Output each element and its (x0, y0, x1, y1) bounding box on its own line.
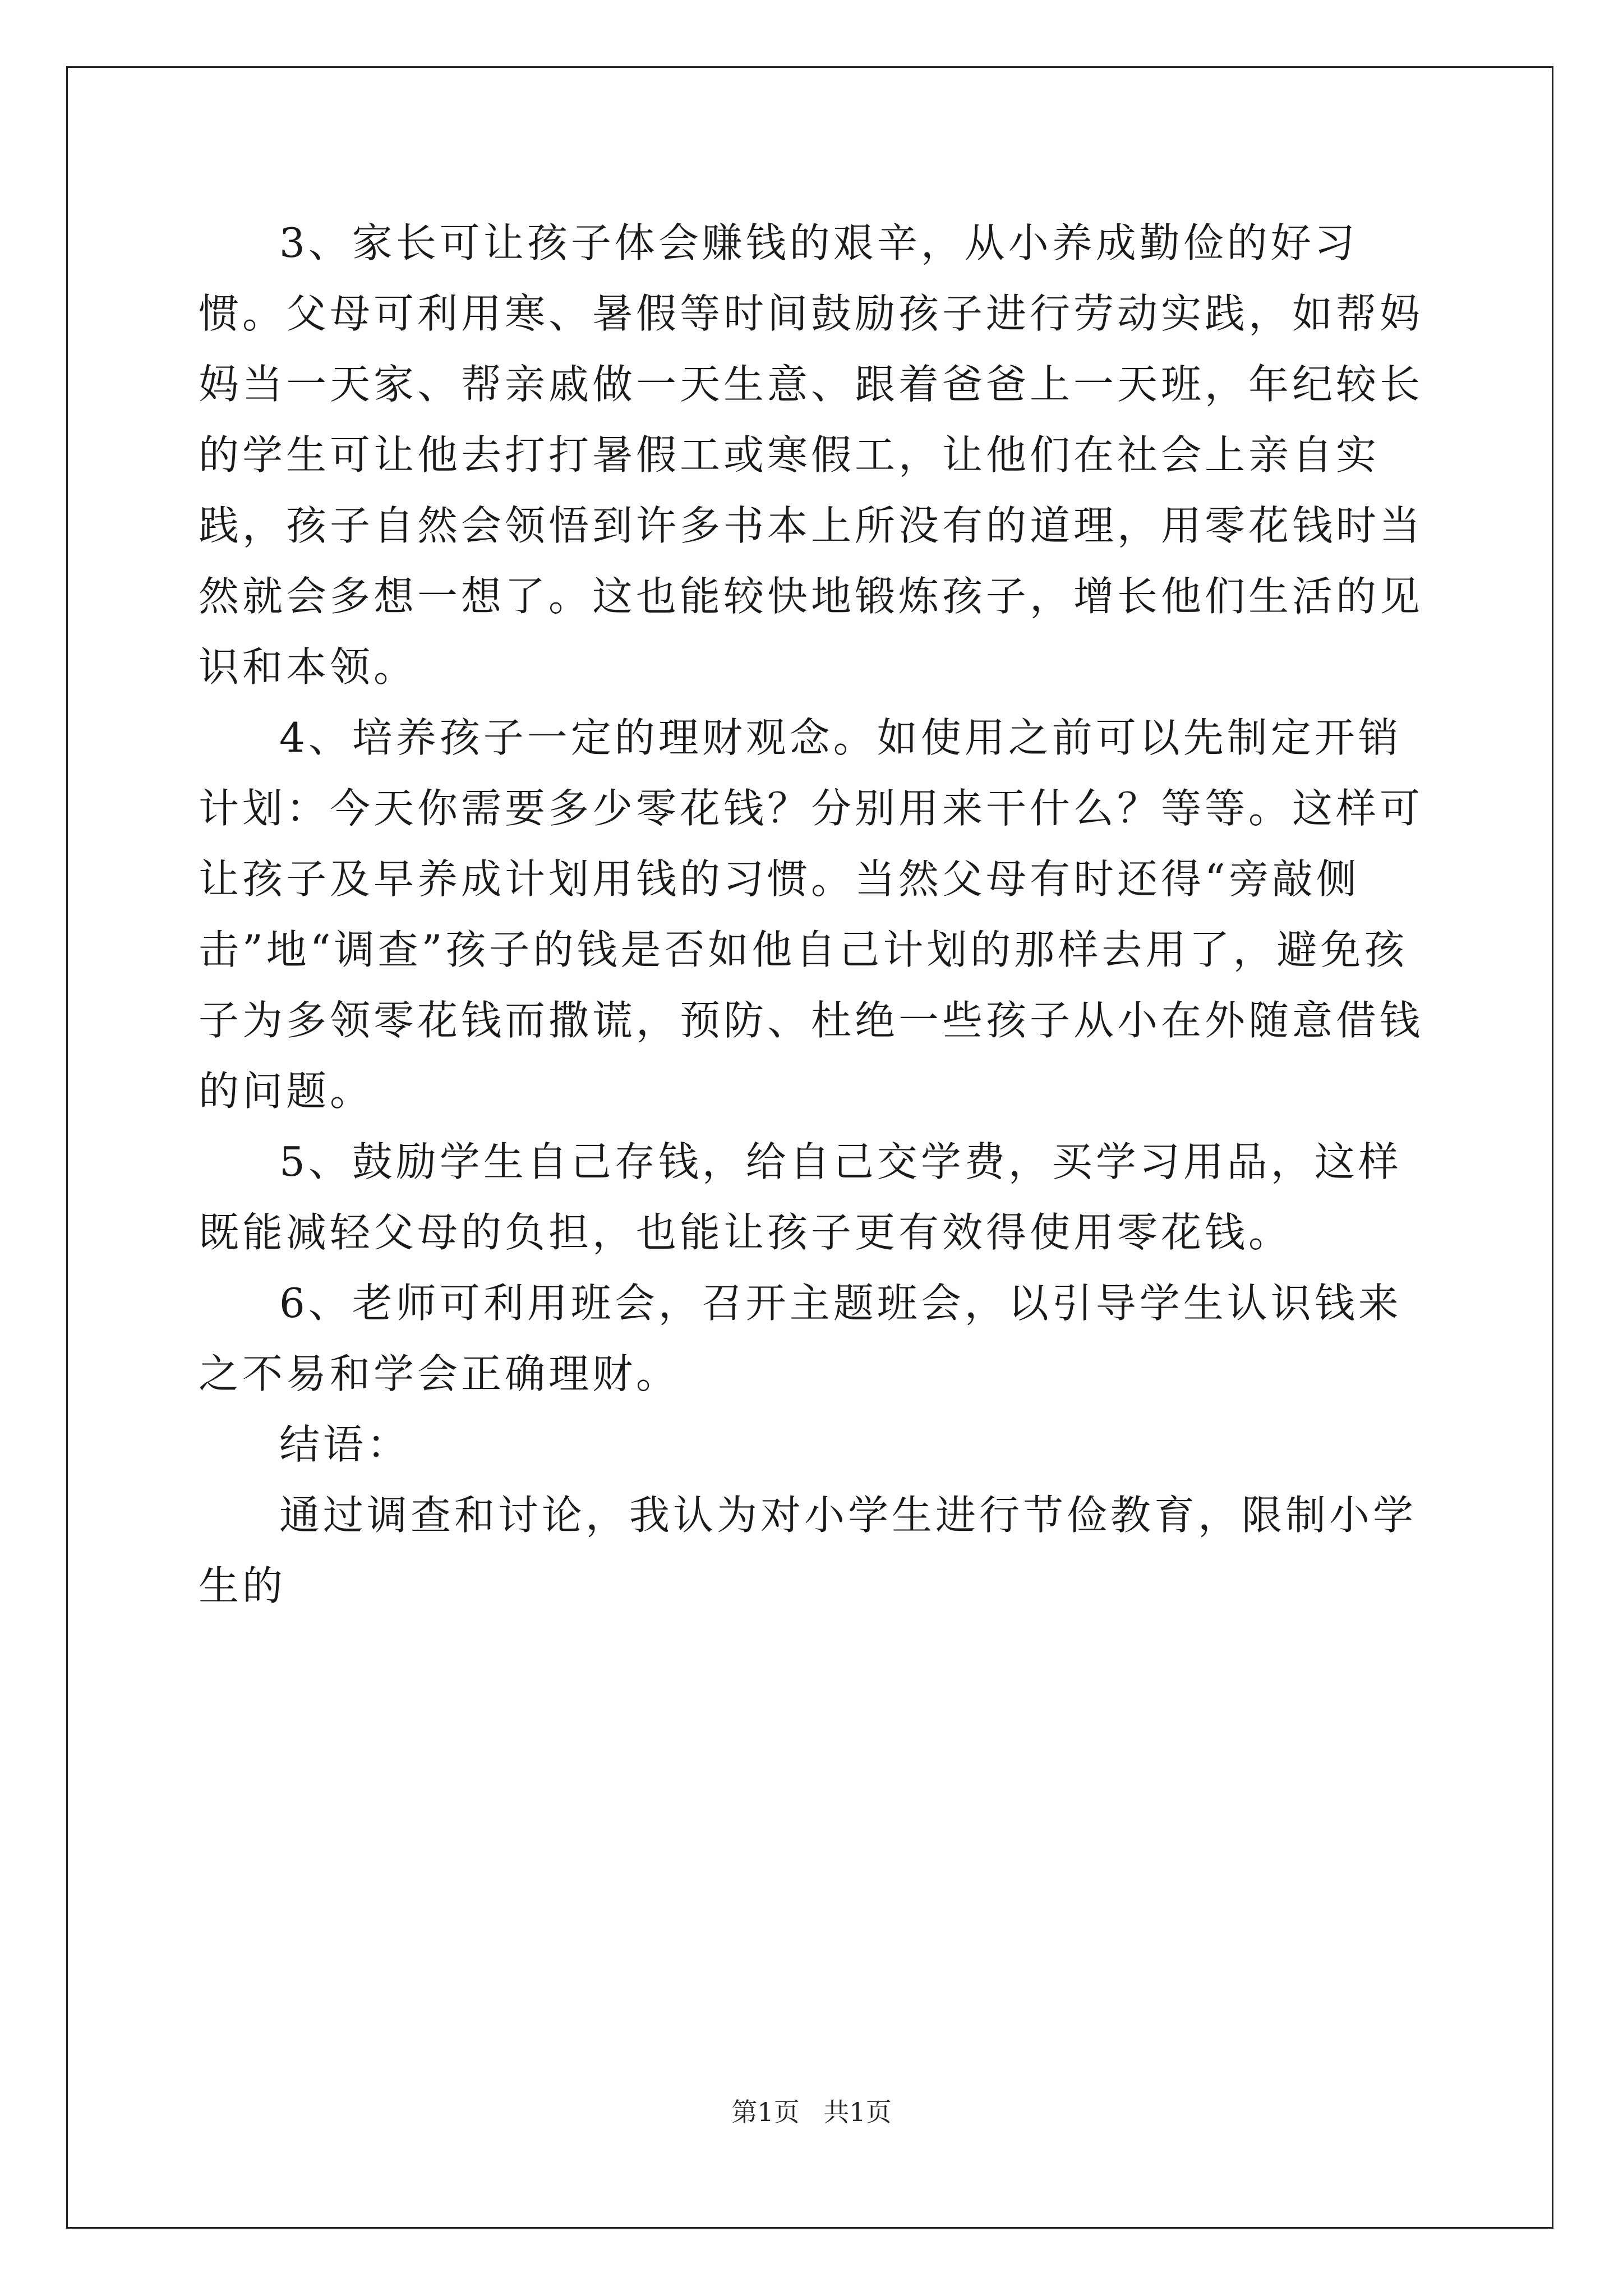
page-footer (0, 2095, 1623, 2129)
paragraph-4: 4、培养孩子一定的理财观念。如使用之前可以先制定开销计划：今天你需要多少零花钱？分别用来干什么？等等。这样可让孩子及早养成计划用钱的习惯。当然父母有时还得“旁敲侧击”地“调查”孩子的钱是否如他自己计划的那样去用了，避免孩子为多领零花钱而撒谎，预防、杜绝一些孩子从小在外随意借钱的问题。 (199, 714, 1424, 1115)
paragraph-6: 6、老师可利用班会，召开主题班会，以引导学生认识钱来之不易和学会正确理财。 (199, 1280, 1402, 1397)
page-current: 第1页 (731, 2097, 800, 2127)
page-total: 共1页 (823, 2097, 892, 2127)
paragraph-5: 5、鼓励学生自己存钱，给自己交学费，买学习用品，这样既能减轻父母的负担，也能让孩子更有效得使用零花钱。 (199, 1138, 1402, 1256)
conclusion-paragraph: 通过调查和讨论，我认为对小学生进行节俭教育，限制小学生的 (199, 1492, 1417, 1609)
paragraph-3: 3、家长可让孩子体会赚钱的艰辛，从小养成勤俭的好习惯。父母可利用寒、暑假等时间鼓励孩子进行劳动实践，如帮妈妈当一天家、帮亲戚做一天生意、跟着爸爸上一天班，年纪较长的学生可让他去打打暑假工或寒假工，让他们在社会上亲自实践，孩子自然会领悟到许多书本上所没有的道理，用零花钱时当然就会多想一想了。这也能较快地锻炼孩子，增长他们生活的见识和本领。 (199, 219, 1424, 691)
document-body (199, 208, 1432, 1621)
conclusion-heading: 结语： (279, 1421, 411, 1468)
